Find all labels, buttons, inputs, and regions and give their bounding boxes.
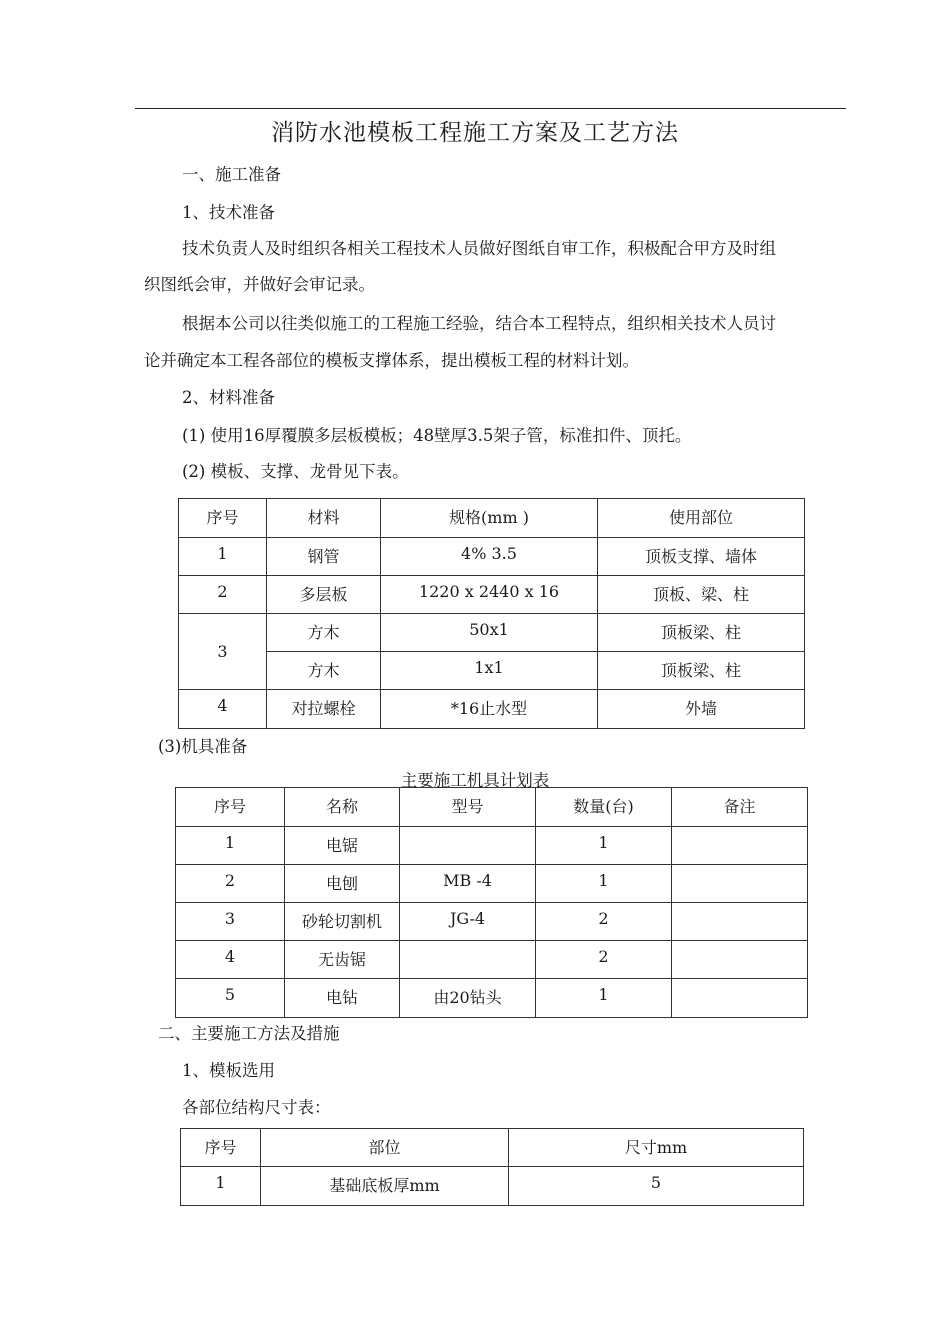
table-row xyxy=(179,576,805,614)
section-2-heading: 二、主要施工方法及措施 xyxy=(158,1024,340,1043)
table-cell: 顶板梁、柱 xyxy=(598,614,805,652)
table-cell: 1 xyxy=(536,827,672,865)
table-cell: 2 xyxy=(176,865,285,903)
paragraph-2-line-2: 论并确定本工程各部位的模板支撑体系，提出模板工程的材料计划。 xyxy=(144,351,639,370)
equipment-heading: (3)机具准备 xyxy=(158,737,248,756)
header-cell: 规格(mm ) xyxy=(381,499,598,538)
table-row xyxy=(179,538,805,576)
table-cell xyxy=(672,865,808,903)
table-row xyxy=(176,903,808,941)
table-cell: 顶板支撑、墙体 xyxy=(598,538,805,576)
table-cell: 基础底板厚mm xyxy=(261,1167,509,1206)
material-item-2: (2) 模板、支撑、龙骨见下表。 xyxy=(182,462,409,481)
table-cell xyxy=(672,827,808,865)
table-header-row xyxy=(181,1129,804,1167)
table-cell: 砂轮切割机 xyxy=(285,903,400,941)
table-cell: 2 xyxy=(179,576,267,614)
header-cell: 数量(台) xyxy=(536,788,672,827)
table-cell: 2 xyxy=(536,941,672,979)
subsection-1-2-heading: 2、材料准备 xyxy=(182,388,275,407)
table-row xyxy=(176,941,808,979)
paragraph-1-line-2: 织图纸会审，并做好会审记录。 xyxy=(144,275,375,294)
table-header-row xyxy=(179,499,805,538)
header-cell: 尺寸mm xyxy=(509,1129,804,1167)
table-cell: 由20钻头 xyxy=(400,979,536,1018)
table-cell: 方木 xyxy=(267,614,381,652)
header-cell: 使用部位 xyxy=(598,499,805,538)
dimensions-table xyxy=(180,1128,804,1206)
table-cell: 1 xyxy=(179,538,267,576)
table-header-row xyxy=(176,788,808,827)
header-cell: 序号 xyxy=(176,788,285,827)
table-row xyxy=(176,865,808,903)
table-cell: 外墙 xyxy=(598,690,805,729)
equipment-table-caption: 主要施工机具计划表 xyxy=(400,771,550,790)
table-cell: MB -4 xyxy=(400,865,536,903)
table-cell: 4 xyxy=(179,690,267,729)
table-cell: 3 xyxy=(176,903,285,941)
equipment-table xyxy=(175,787,808,1018)
table-cell: 5 xyxy=(176,979,285,1018)
table-cell xyxy=(672,979,808,1018)
header-cell: 序号 xyxy=(179,499,267,538)
table-row xyxy=(179,652,805,690)
paragraph-2-line-1: 根据本公司以往类似施工的工程施工经验，结合本工程特点，组织相关技术人员讨 xyxy=(182,314,776,333)
table-row xyxy=(179,614,805,652)
header-cell: 部位 xyxy=(261,1129,509,1167)
dimensions-table-intro: 各部位结构尺寸表： xyxy=(182,1098,331,1117)
table-cell: 顶板梁、柱 xyxy=(598,652,805,690)
table-row xyxy=(176,979,808,1018)
table-cell: 电刨 xyxy=(285,865,400,903)
header-cell: 序号 xyxy=(181,1129,261,1167)
header-cell: 材料 xyxy=(267,499,381,538)
table-cell: JG-4 xyxy=(400,903,536,941)
table-cell: *16止水型 xyxy=(381,690,598,729)
table-cell: 1 xyxy=(181,1167,261,1206)
table-cell: 2 xyxy=(536,903,672,941)
header-cell: 型号 xyxy=(400,788,536,827)
table-cell: 方木 xyxy=(267,652,381,690)
document-title: 消防水池模板工程施工方案及工艺方法 xyxy=(271,120,679,146)
table-cell: 1 xyxy=(536,979,672,1018)
table-cell: 钢管 xyxy=(267,538,381,576)
table-cell: 1 xyxy=(536,865,672,903)
table-cell: 1x1 xyxy=(381,652,598,690)
table-cell: 1220 x 2440 x 16 xyxy=(381,576,598,614)
materials-table xyxy=(178,498,805,729)
table-cell xyxy=(400,827,536,865)
table-cell: 4% 3.5 xyxy=(381,538,598,576)
table-cell: 50x1 xyxy=(381,614,598,652)
table-cell: 电钻 xyxy=(285,979,400,1018)
header-cell: 备注 xyxy=(672,788,808,827)
table-row xyxy=(176,827,808,865)
table-cell: 多层板 xyxy=(267,576,381,614)
table-row xyxy=(181,1167,804,1206)
header-cell: 名称 xyxy=(285,788,400,827)
subsection-2-1-heading: 1、模板选用 xyxy=(182,1061,275,1080)
table-cell: 无齿锯 xyxy=(285,941,400,979)
paragraph-1-line-1: 技术负责人及时组织各相关工程技术人员做好图纸自审工作，积极配合甲方及时组 xyxy=(182,239,776,258)
table-cell xyxy=(672,941,808,979)
material-item-1: (1) 使用16厚覆膜多层板模板；48壁厚3.5架子管，标准扣件、顶托。 xyxy=(182,426,692,445)
table-cell: 4 xyxy=(176,941,285,979)
table-cell: 5 xyxy=(509,1167,804,1206)
table-cell: 1 xyxy=(176,827,285,865)
table-cell xyxy=(672,903,808,941)
table-cell: 对拉螺栓 xyxy=(267,690,381,729)
subsection-1-1-heading: 1、技术准备 xyxy=(182,203,275,222)
section-1-heading: 一、施工准备 xyxy=(182,165,281,184)
table-cell: 电锯 xyxy=(285,827,400,865)
header-rule xyxy=(135,108,846,109)
table-row xyxy=(179,690,805,729)
table-cell xyxy=(400,941,536,979)
table-cell-merged: 3 xyxy=(179,614,267,690)
table-cell: 顶板、梁、柱 xyxy=(598,576,805,614)
